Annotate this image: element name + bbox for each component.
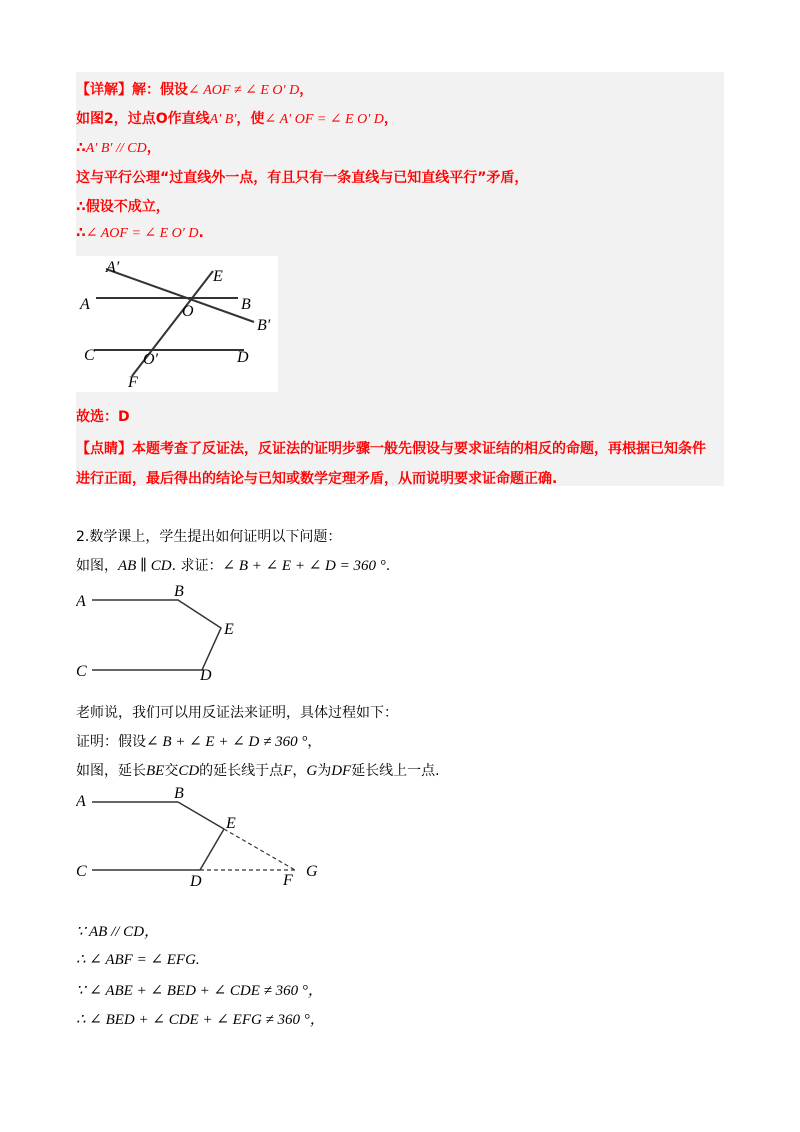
proof-step-2: ∴ ∠ ABF = ∠ EFG. bbox=[76, 952, 200, 968]
label-a: A bbox=[76, 793, 86, 810]
segment-ef-dashed bbox=[224, 829, 295, 870]
proof-step-1: ∵ AB // CD， bbox=[76, 924, 160, 940]
solution-line-4: 这与平行公理“过直线外一点，有且只有一条直线与已知直线平行”矛盾， bbox=[76, 170, 529, 186]
figure-parallel-lines-transversal bbox=[76, 256, 278, 392]
label-e: E bbox=[226, 815, 236, 832]
label-a-prime: A′ bbox=[106, 259, 120, 276]
solution-line-3: ∴A′ B′ // CD， bbox=[76, 140, 161, 156]
question-2-intro: 2.数学课上，学生提出如何证明以下问题： bbox=[76, 529, 342, 545]
polyline-abedc bbox=[92, 600, 221, 670]
label-a: A bbox=[76, 593, 86, 610]
solution-line-1: 【详解】解：假设∠ AOF ≠ ∠ E O′ D， bbox=[76, 82, 314, 98]
segment-ed bbox=[200, 829, 224, 870]
comment-line-2: 进行正面，最后得出的结论与已知或数学定理矛盾，从而说明要求证命题正确. bbox=[76, 471, 558, 487]
solution-line-5: ∴假设不成立， bbox=[76, 199, 170, 215]
label-o-prime: O′ bbox=[143, 351, 159, 368]
construction-note: 如图，延长BE交CD的延长线于点F，G为DF延长线上一点. bbox=[76, 763, 440, 779]
figure-construction bbox=[76, 786, 336, 886]
label-b: B bbox=[174, 786, 184, 802]
label-b: B bbox=[174, 584, 184, 600]
label-o: O bbox=[182, 303, 194, 320]
teacher-note: 老师说，我们可以用反证法来证明，具体过程如下： bbox=[76, 705, 398, 721]
answer-choice: 故选：D bbox=[76, 409, 130, 425]
figure-question-2 bbox=[76, 584, 256, 684]
label-b: B bbox=[241, 296, 251, 313]
label-c: C bbox=[76, 863, 87, 880]
label-g: G bbox=[306, 863, 318, 880]
solution-line-2: 如图2，过点O作直线A′ B′，使∠ A′ OF = ∠ E O′ D， bbox=[76, 111, 398, 127]
segment-be bbox=[178, 802, 224, 829]
label-d: D bbox=[190, 873, 202, 886]
label-d: D bbox=[237, 349, 249, 366]
label-d: D bbox=[200, 667, 212, 684]
proof-step-3: ∵ ∠ ABE + ∠ BED + ∠ CDE ≠ 360 °， bbox=[76, 983, 323, 999]
label-f: F bbox=[128, 374, 138, 391]
label-e: E bbox=[224, 621, 234, 638]
proof-step-4: ∴ ∠ BED + ∠ CDE + ∠ EFG ≠ 360 °， bbox=[76, 1012, 325, 1028]
solution-line-6: ∴∠ AOF = ∠ E O′ D. bbox=[76, 225, 204, 241]
label-b-prime: B′ bbox=[257, 317, 271, 334]
label-c: C bbox=[84, 347, 95, 364]
label-f: F bbox=[283, 872, 293, 886]
proof-assumption: 证明：假设∠ B + ∠ E + ∠ D ≠ 360 °， bbox=[76, 734, 322, 750]
comment-line-1: 【点睛】本题考查了反证法，反证法的证明步骤一般先假设与要求证结的相反的命题，再根据已知条件 bbox=[76, 441, 706, 457]
label-a: A bbox=[80, 296, 90, 313]
question-2-statement: 如图，AB ∥ CD. 求证：∠ B + ∠ E + ∠ D = 360 °. bbox=[76, 558, 391, 574]
label-e: E bbox=[213, 268, 223, 285]
label-c: C bbox=[76, 663, 87, 680]
